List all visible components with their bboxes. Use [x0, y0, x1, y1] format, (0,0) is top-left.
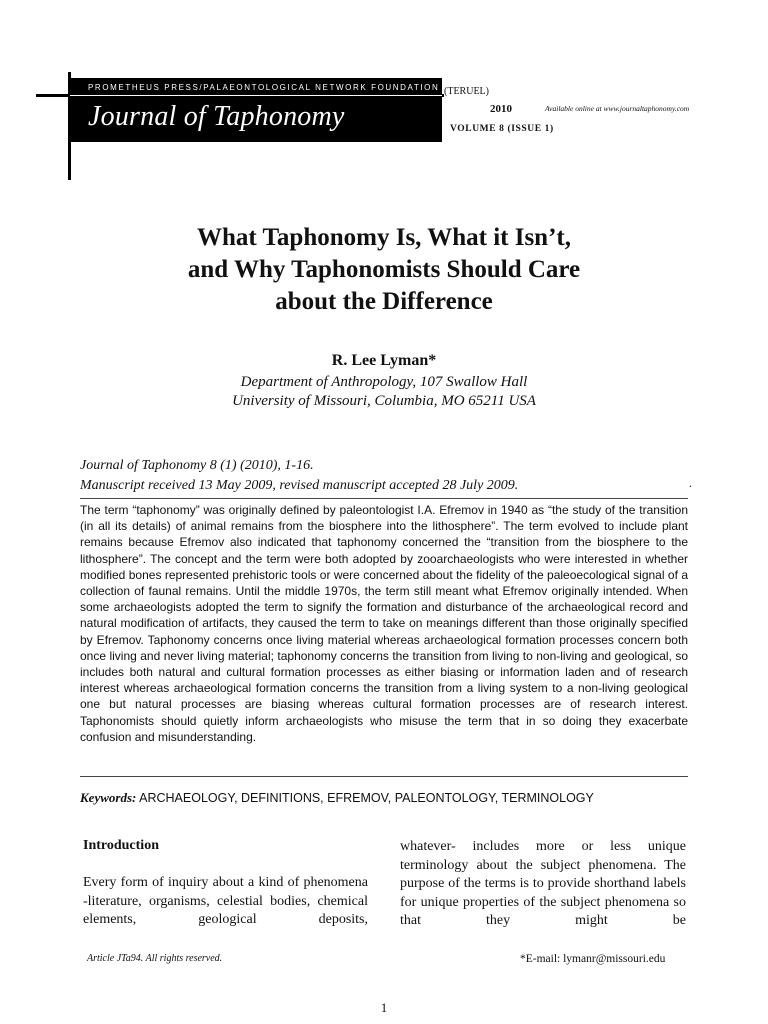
body-column-right: whatever- includes more or less unique terminology about the subject phenomena. The purpose of the terms is to provide shorthand labels for unique properties of the subject phenomena so that they might be	[400, 839, 686, 928]
title-line: What Taphonomy Is, What it Isn’t,	[197, 224, 571, 251]
affiliation-line: University of Missouri, Columbia, MO 65211 USA	[232, 393, 536, 409]
banner-rule	[70, 95, 442, 96]
title-line: and Why Taphonomists Should Care	[187, 256, 581, 283]
availability-note: Available online at www.journaltaphonomy.com	[545, 104, 690, 113]
publication-year: 2010	[490, 103, 512, 115]
manuscript-dates: Manuscript received 13 May 2009, revised manuscript accepted 28 July 2009.	[80, 478, 519, 493]
keywords-line	[80, 790, 594, 806]
author-email: *E-mail: lymanr@missouri.edu	[520, 953, 666, 965]
citation-line: Journal of Taphonomy 8 (1) (2010), 1-16.	[80, 458, 314, 473]
citation-block	[80, 456, 518, 496]
publisher-location: (TERUEL)	[444, 86, 489, 97]
author-name: R. Lee Lyman*	[331, 352, 437, 369]
abstract-bottom-rule	[80, 776, 688, 777]
page-number: 1	[380, 1000, 388, 1015]
title-line: about the Difference	[275, 288, 493, 315]
abstract-text: The term “taphonomy” was originally defined by paleontologist I.A. Efremov in 1940 as “the study of the transition (in all its details) of animal remains from the biosphere into the lithosphere”. The term evolved to include plant remains because Efremov also indicated that taphonomy concerned the “transition from the biosphere to the lithosphere”. The concept and the term were both adopted by zooarchaeologists who were interested in whether modified bones represented prehistoric tools or were concerned about the fidelity of the paleoecological signal of a collection of faunal remains. Until the middle 1970s, the term still meant what Efremov originally intended. When some archaeologists adopted the term to signify the formation and disturbance of the archaeological record and natural modification of artifacts, they caused the term to take on meanings different than those originally specified by Efremov. Taphonomy concerns once living material whereas archaeological formation processes concern both once living and never living material; taphonomy concerns the transition from living to non-living and geological, so includes both natural and cultural formation processes as either biasing or information laden and of research interest whereas archaeological formation concerns the transition from a living system to a non-living geological one but natural processes are biasing whereas cultural formation processes are of research interest. Taphonomists should quietly inform archaeologists who misuse the term that in so doing they exacerbate confusion and misunderstanding.	[80, 503, 688, 744]
trailing-dot: .	[689, 476, 692, 490]
section-heading: Introduction	[83, 838, 159, 853]
affiliation-line: Department of Anthropology, 107 Swallow Hall	[240, 374, 528, 390]
author-affiliation	[0, 373, 768, 411]
article-title	[0, 222, 768, 318]
keywords-label: Keywords:	[80, 790, 137, 805]
crop-mark-horizontal	[36, 94, 70, 97]
journal-banner	[70, 78, 442, 142]
abstract-top-rule	[80, 498, 688, 499]
body-column-left: Every form of inquiry about a kind of phenomena -literature, organisms, celestial bodies, chemical elements, geological deposits,	[83, 875, 368, 927]
publisher-line: PROMETHEUS PRESS/PALAEONTOLOGICAL NETWORK FOUNDATION	[88, 83, 440, 92]
article-rights-note: Article JTa94. All rights reserved.	[87, 953, 223, 964]
journal-title: Journal of Taphonomy	[88, 101, 345, 132]
keywords-values: ARCHAEOLOGY, DEFINITIONS, EFREMOV, PALEONTOLOGY, TERMINOLOGY	[136, 791, 594, 805]
volume-issue: VOLUME 8 (ISSUE 1)	[450, 124, 554, 134]
